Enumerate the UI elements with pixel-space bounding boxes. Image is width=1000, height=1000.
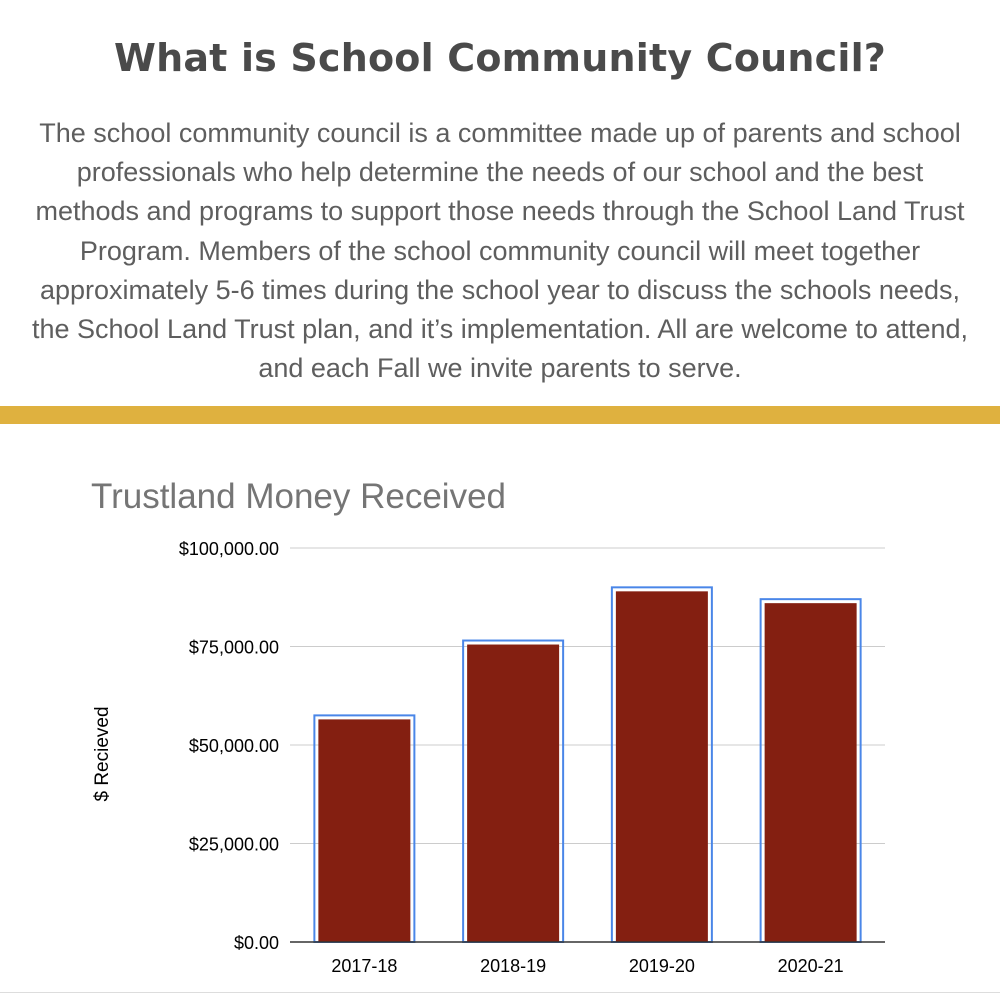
- y-tick-label: $50,000.00: [188, 736, 279, 756]
- intro-line: the School Land Trust plan, and it’s implementation. All are welcome to attend,: [31, 314, 969, 345]
- intro-paragraph: [0, 114, 1000, 388]
- x-tick-label: 2019-20: [628, 956, 695, 976]
- intro-line: professionals who help determine the needs of our school and the best: [76, 157, 924, 188]
- y-tick-label: $25,000.00: [188, 834, 279, 855]
- y-tick-label: $100,000.00: [178, 539, 279, 559]
- section-divider: [0, 406, 1000, 424]
- intro-line: and each Fall we invite parents to serve.: [258, 353, 742, 384]
- x-tick-label: 2018-19: [480, 956, 547, 976]
- bars: [314, 587, 860, 942]
- bar: [467, 645, 559, 942]
- bottom-rule: [0, 992, 1000, 993]
- x-tick-label: 2017-18: [331, 956, 398, 976]
- chart-title: Trustland Money Received: [91, 477, 507, 516]
- bar: [765, 603, 857, 942]
- bar-chart: [0, 430, 1000, 992]
- intro-line: The school community council is a committee made up of parents and school: [39, 118, 961, 148]
- bar: [318, 719, 410, 942]
- bar: [616, 591, 708, 942]
- y-axis-label: $ Recieved: [92, 706, 113, 802]
- y-tick-label: $75,000.00: [188, 637, 279, 658]
- page-title: What is School Community Council?: [113, 36, 887, 80]
- intro-line: methods and programs to support those needs through the School Land Trust: [35, 196, 965, 227]
- intro-line: Program. Members of the school community council will meet together: [79, 235, 921, 266]
- y-tick-label: $0.00: [233, 933, 279, 953]
- intro-line: approximately 5-6 times during the school year to discuss the schools needs,: [40, 274, 960, 305]
- x-tick-label: 2020-21: [777, 956, 844, 976]
